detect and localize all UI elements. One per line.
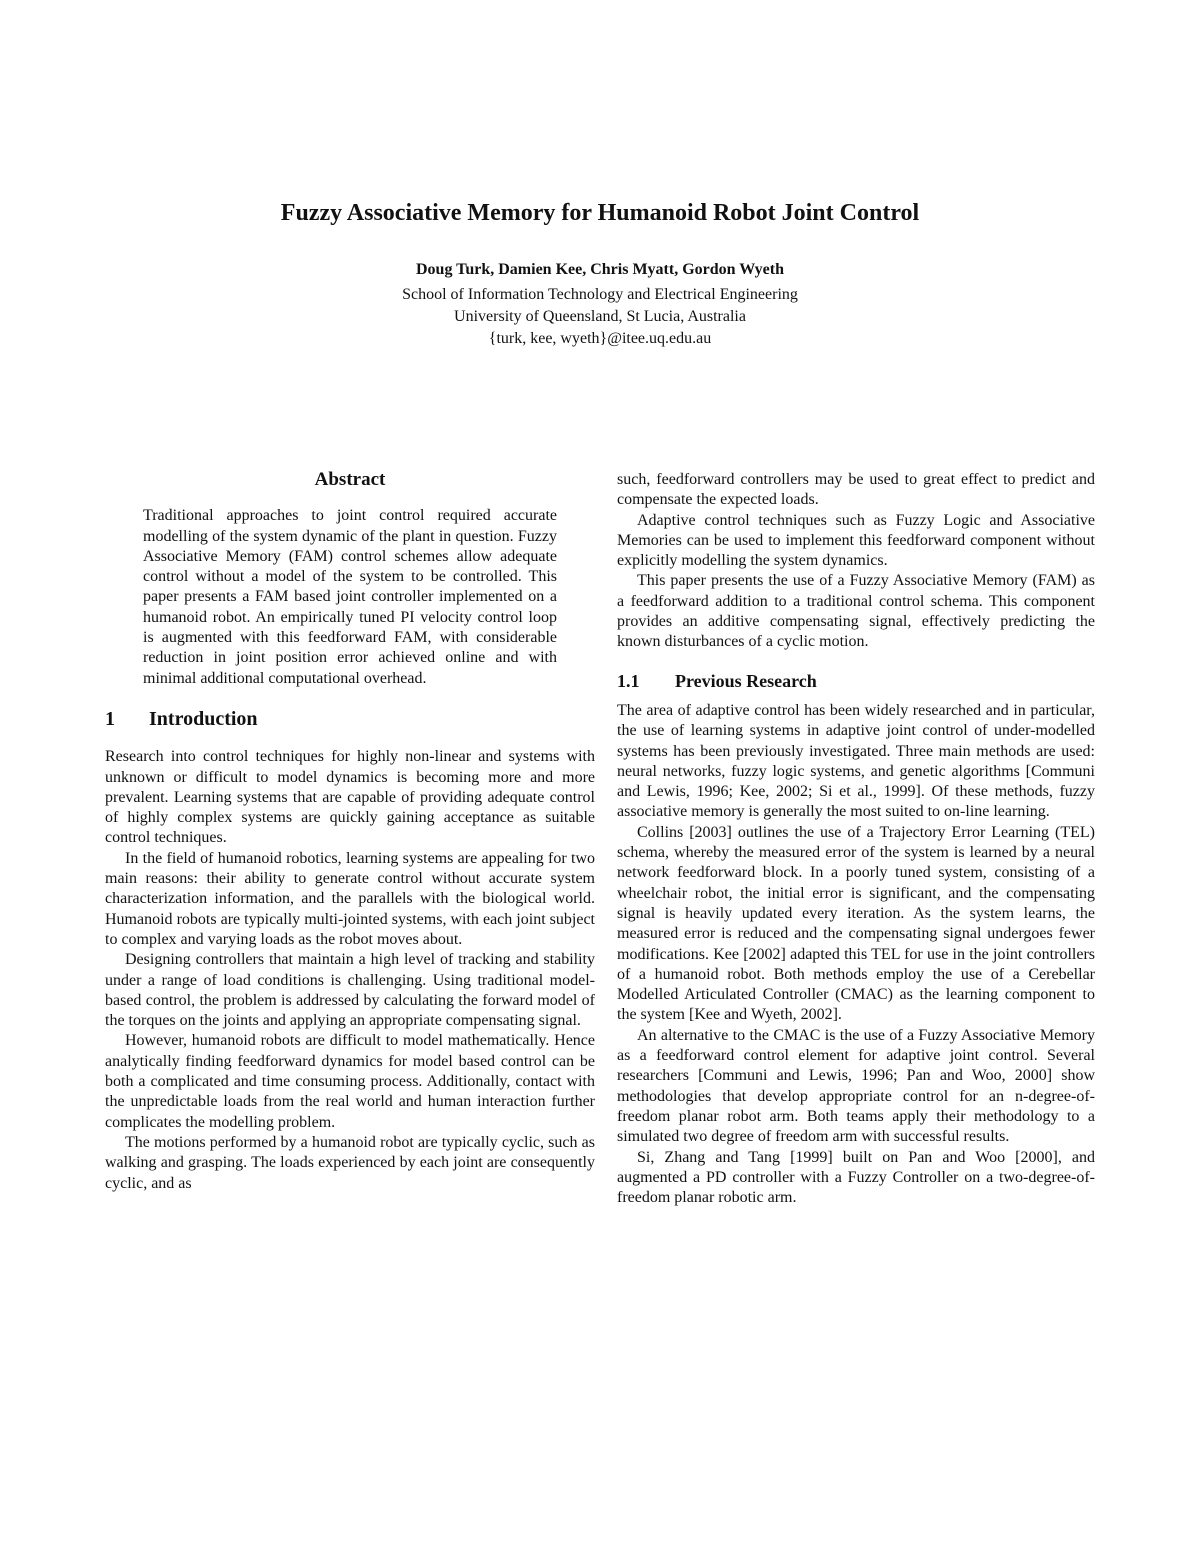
intro-continued-paragraph: Adaptive control techniques such as Fuzzy Logic and Associative Memories can be used to implement this feedforward component without explicitly modelling the system dynamics. xyxy=(617,511,1095,570)
paper-header xyxy=(0,200,1200,350)
subsection-title: Previous Research xyxy=(675,670,817,691)
affiliation-university: University of Queensland, St Lucia, Australia xyxy=(454,308,746,325)
affiliation-school: School of Information Technology and Electrical Engineering xyxy=(402,286,798,303)
subsection-number: 1.1 xyxy=(617,670,640,691)
intro-continued-paragraph: such, feedforward controllers may be used to great effect to predict and compensate the expected loads. xyxy=(617,471,1095,509)
abstract-text: Traditional approaches to joint control required accurate modelling of the system dynamic of the plant in question. Fuzzy Associative Memory (FAM) control schemes allow adequate control without a model of the system to be controlled. This paper presents a FAM based joint controller implemented on a humanoid robot. An empirically tuned PI velocity control loop is augmented with this feedforward FAM, with considerable reduction in joint position error achieved online and with minimal additional computational overhead. xyxy=(143,507,557,687)
right-column xyxy=(617,470,1095,1208)
intro-paragraph: In the field of humanoid robotics, learning systems are appealing for two main reasons: their ability to generate control without accurate system characterization information, and the parallels with the biological world. Humanoid robots are typically multi-jointed systems, with each joint subject to complex and varying loads as the robot moves about. xyxy=(105,849,595,948)
paper-title: Fuzzy Associative Memory for Humanoid Robot Joint Control xyxy=(280,200,920,226)
intro-paragraph: The motions performed by a humanoid robot are typically cyclic, such as walking and grasping. The loads experienced by each joint are consequently cyclic, and as xyxy=(105,1133,595,1192)
subsection-heading-previous-research xyxy=(617,671,1095,691)
abstract-heading: Abstract xyxy=(314,469,386,490)
section-title: Introduction xyxy=(149,707,258,730)
research-paragraph: The area of adaptive control has been widely researched and in particular, the use of learning systems in adaptive joint control of under-modelled systems has been previously investigated. Three main methods are used: neural networks, fuzzy logic systems, and genetic algorithms [Communi and Lewis, 1996; Kee, 2002; Si et al., 1999]. Of these methods, fuzzy associative memory is generally the most suited to on-line learning. xyxy=(617,701,1095,821)
research-paragraph: Collins [2003] outlines the use of a Trajectory Error Learning (TEL) schema, whereby the measured error of the system is learned by a neural network feedforward block. In a poorly tuned system, consisting of a wheelchair robot, the initial error is significant, and the compensating signal is heavily updated every iteration. As the system learns, the measured error is reduced and the compensating signal undergoes fewer modifications. Kee [2002] adapted this TEL for use in the joint controllers of a humanoid robot. Both methods employ the use of a Cerebellar Modelled Articulated Controller (CMAC) as the learning component to the system [Kee and Wyeth, 2002]. xyxy=(617,823,1095,1024)
author-list: Doug Turk, Damien Kee, Chris Myatt, Gordon Wyeth xyxy=(415,261,784,278)
intro-paragraph: Designing controllers that maintain a high level of tracking and stability under a range of load conditions is challenging. Using traditional model-based control, the problem is addressed by calculating the forward model of the torques on the joints and applying an appropriate compensating signal. xyxy=(105,951,595,1030)
author-email: {turk, kee, wyeth}@itee.uq.edu.au xyxy=(488,330,712,347)
section-number: 1 xyxy=(105,707,115,730)
intro-paragraph: Research into control techniques for highly non-linear and systems with unknown or difficult to model dynamics is becoming more and more prevalent. Learning systems that are capable of providing adequate control of highly complex systems are quickly gaining acceptance as suitable control techniques. xyxy=(105,748,595,847)
intro-paragraph: However, humanoid robots are difficult to model mathematically. Hence analytically finding feedforward dynamics for model based control can be both a complicated and time consuming process. Additionally, contact with the unpredictable loads from the real world and human interaction further complicates the modelling problem. xyxy=(105,1032,595,1131)
section-heading-introduction xyxy=(105,709,595,729)
research-paragraph: Si, Zhang and Tang [1999] built on Pan and Woo [2000], and augmented a PD controller with a Fuzzy Controller on a two-degree-of-freedom planar robotic arm. xyxy=(617,1148,1095,1207)
left-column xyxy=(105,470,595,1194)
research-paragraph: An alternative to the CMAC is the use of a Fuzzy Associative Memory as a feedforward control element for adaptive joint control. Several researchers [Communi and Lewis, 1996; Pan and Woo, 2000] show methodologies that develop appropriate control for an n-degree-of-freedom planar robot arm. Both teams apply their methodology to a simulated two degree of freedom arm with successful results. xyxy=(617,1026,1095,1146)
intro-continued-paragraph: This paper presents the use of a Fuzzy Associative Memory (FAM) as a feedforward addition to a traditional control schema. This component provides an additive compensating signal, effectively predicting the known disturbances of a cyclic motion. xyxy=(617,572,1095,651)
